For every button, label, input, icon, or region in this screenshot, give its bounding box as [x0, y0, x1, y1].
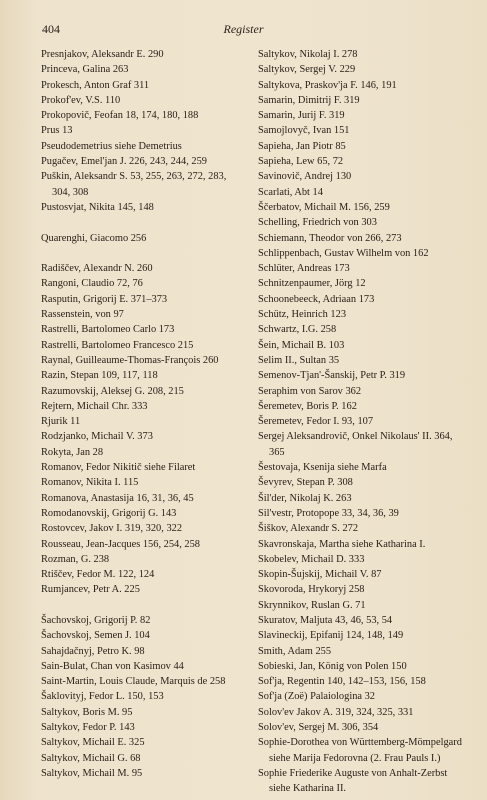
index-entry: Sof'ja, Regentin 140, 142–153, 156, 158 — [258, 676, 426, 688]
index-entry: Rozman, G. 238 — [41, 553, 110, 565]
index-entry: Schiemann, Theodor von 266, 273 — [258, 232, 402, 244]
index-entry: Romanova, Anastasija 16, 31, 36, 45 — [41, 492, 194, 504]
index-entry: Saltykov, Sergej V. 229 — [258, 64, 356, 76]
index-entry: Rokyta, Jan 28 — [41, 446, 104, 458]
index-entry: Scarlati, Abt 14 — [258, 186, 323, 198]
index-entry: Rostovcev, Jakov I. 319, 320, 322 — [41, 523, 183, 535]
index-entry: Pseudodemetrius siehe Demetrius — [41, 140, 182, 152]
index-entry: Sophie-Dorothea von Württemberg-Mömpelgard siehe Marija Fedorovna (2. Frau Pauls I.) — [258, 737, 462, 764]
index-entry: Rumjancev, Petr A. 225 — [41, 584, 140, 596]
index-entry: Rastrelli, Bartolomeo Carlo 173 — [41, 324, 175, 336]
index-entry: Sergej Aleksandrovič, Onkel Nikolaus' II. 364, 365 — [258, 431, 453, 458]
index-entry: Seraphim von Sarov 362 — [258, 385, 362, 397]
index-entry: Raynal, Guilleaume-Thomas-François 260 — [41, 354, 219, 366]
index-entry: Šein, Michail B. 103 — [258, 339, 345, 351]
running-title: Register — [223, 22, 264, 36]
index-entry: Rastrelli, Bartolomeo Francesco 215 — [41, 339, 194, 351]
index-entry: Rjurik 11 — [41, 416, 81, 428]
index-entry: Saltykov, Michail G. 68 — [41, 752, 141, 764]
index-column-left — [41, 47, 241, 781]
index-entry: Ščerbatov, Michail M. 156, 259 — [258, 201, 390, 213]
index-entry: Saint-Martin, Louis Claude, Marquis de 258 — [41, 676, 226, 688]
index-entry: Saltykova, Praskov'ja F. 146, 191 — [258, 79, 397, 91]
index-entry: Schelling, Friedrich von 303 — [258, 217, 377, 229]
index-entry: Skuratov, Maljuta 43, 46, 53, 54 — [258, 614, 393, 626]
index-entry: Schlippenbach, Gustav Wilhelm von 162 — [258, 247, 429, 259]
index-entry: Saltykov, Michail M. 95 — [41, 767, 143, 779]
index-entry: Skopin-Šujskij, Michail V. 87 — [258, 569, 382, 581]
index-entry: Rasputin, Grigorij E. 371–373 — [41, 293, 168, 305]
index-entry: Romanov, Nikita I. 115 — [41, 477, 139, 489]
index-entry: Selim II., Sultan 35 — [258, 354, 340, 366]
index-entry: Savinovič, Andrej 130 — [258, 171, 352, 183]
index-entry: Razumovskij, Aleksej G. 208, 215 — [41, 385, 184, 397]
index-entry: Slavineckij, Epifanij 124, 148, 149 — [258, 630, 404, 642]
index-entry: Rtiščev, Fedor M. 122, 124 — [41, 569, 155, 581]
index-entry: Rodzjanko, Michail V. 373 — [41, 431, 153, 443]
index-entry: Sapieha, Jan Piotr 85 — [258, 140, 346, 152]
page-number: 404 — [42, 22, 60, 36]
index-entry: Saltykov, Fedor P. 143 — [41, 722, 135, 734]
index-entry: Smith, Adam 255 — [258, 645, 332, 657]
index-entry: Samojlovyč, Ivan 151 — [258, 125, 350, 137]
index-entry: Samarin, Dimitrij F. 319 — [258, 94, 360, 106]
index-entry: Rangoni, Claudio 72, 76 — [41, 278, 143, 290]
index-entry: Skrynnikov, Ruslan G. 71 — [258, 599, 366, 611]
index-entry: Sophie Friederike Auguste von Anhalt-Zerbst siehe Katharina II. — [258, 767, 448, 795]
index-entry: Romanov, Fedor Nikitič siehe Filaret — [41, 462, 196, 474]
index-entry: Sapieha, Lew 65, 72 — [258, 156, 344, 168]
section-gap — [41, 246, 241, 261]
index-entry: Radiščev, Alexandr N. 260 — [41, 263, 153, 275]
index-entry: Schnitzenpaumer, Jörg 12 — [258, 278, 366, 290]
index-entry: Rassenstein, von 97 — [41, 309, 124, 321]
index-entry: Razin, Stepan 109, 117, 118 — [41, 370, 158, 382]
index-entry: Rejtern, Michail Chr. 333 — [41, 400, 148, 412]
index-entry: Princeva, Galina 263 — [41, 64, 129, 76]
index-entry: Šestovaja, Ksenija siehe Marfa — [258, 462, 387, 474]
index-entry: Sil'vestr, Protopope 33, 34, 36, 39 — [258, 507, 399, 519]
index-entry: Presnjakov, Aleksandr E. 290 — [41, 49, 164, 60]
index-entry: Semenov-Tjan'-Šanskij, Petr P. 319 — [258, 370, 406, 382]
index-entry: Prokopovič, Feofan 18, 174, 180, 188 — [41, 110, 199, 122]
index-entry: Skavronskaja, Martha siehe Katharina I. — [258, 538, 426, 550]
index-entry: Solov'ev Jakov A. 319, 324, 325, 331 — [258, 706, 414, 718]
index-entry: Šeremetev, Fedor I. 93, 107 — [258, 416, 374, 428]
index-entry: Pustosvjat, Nikita 145, 148 — [41, 201, 154, 213]
index-entry: Šiškov, Alexandr S. 272 — [258, 523, 359, 535]
index-entry: Skovoroda, Hrykoryj 258 — [258, 584, 365, 596]
index-entry: Pugačev, Emel'jan J. 226, 243, 244, 259 — [41, 156, 207, 168]
index-entry: Romodanovskij, Grigorij G. 143 — [41, 507, 177, 519]
index-entry: Saltykov, Nikolaj I. 278 — [258, 49, 358, 60]
index-entry: Puškin, Aleksandr S. 53, 255, 263, 272, 283, 304, 308 — [41, 171, 227, 198]
index-entry: Prus 13 — [41, 125, 73, 137]
index-entry: Saltykov, Michail E. 325 — [41, 737, 145, 749]
page-header — [0, 21, 487, 37]
index-entry: Šeremetev, Boris P. 162 — [258, 400, 357, 412]
index-entry: Ševyrev, Stepan P. 308 — [258, 477, 353, 489]
index-entry: Quarenghi, Giacomo 256 — [41, 232, 147, 244]
index-entry: Sobieski, Jan, König von Polen 150 — [258, 660, 407, 672]
index-entry: Šachovskoj, Grigorij P. 82 — [41, 614, 151, 626]
index-entry: Šaklovityj, Fedor L. 150, 153 — [41, 691, 164, 703]
index-entry: Sof'ja (Zoë) Palaiologina 32 — [258, 691, 376, 703]
index-entry: Samarin, Jurij F. 319 — [258, 110, 345, 122]
index-entry: Šil'der, Nikolaj K. 263 — [258, 492, 352, 504]
index-entry: Prokesch, Anton Graf 311 — [41, 79, 150, 91]
index-entry: Schütz, Heinrich 123 — [258, 309, 347, 321]
index-entry: Sain-Bulat, Chan von Kasimov 44 — [41, 660, 184, 672]
index-entry: Šachovskoj, Semen J. 104 — [41, 630, 150, 642]
index-entry: Prokof'ev, V.S. 110 — [41, 94, 121, 106]
index-entry: Sahajdačnyj, Petro K. 98 — [41, 645, 145, 657]
index-column-right — [258, 47, 466, 797]
index-entry: Skobelev, Michail D. 333 — [258, 553, 365, 565]
index-entry: Schoonebeeck, Adriaan 173 — [258, 293, 375, 305]
index-entry: Schlüter, Andreas 173 — [258, 263, 350, 275]
index-entry: Solov'ev, Sergej M. 306, 354 — [258, 722, 379, 734]
index-entry: Schwartz, I.G. 258 — [258, 324, 337, 336]
section-gap — [41, 598, 241, 613]
index-entry: Rousseau, Jean-Jacques 156, 254, 258 — [41, 538, 201, 550]
section-gap — [41, 215, 241, 230]
index-entry: Saltykov, Boris M. 95 — [41, 706, 133, 718]
